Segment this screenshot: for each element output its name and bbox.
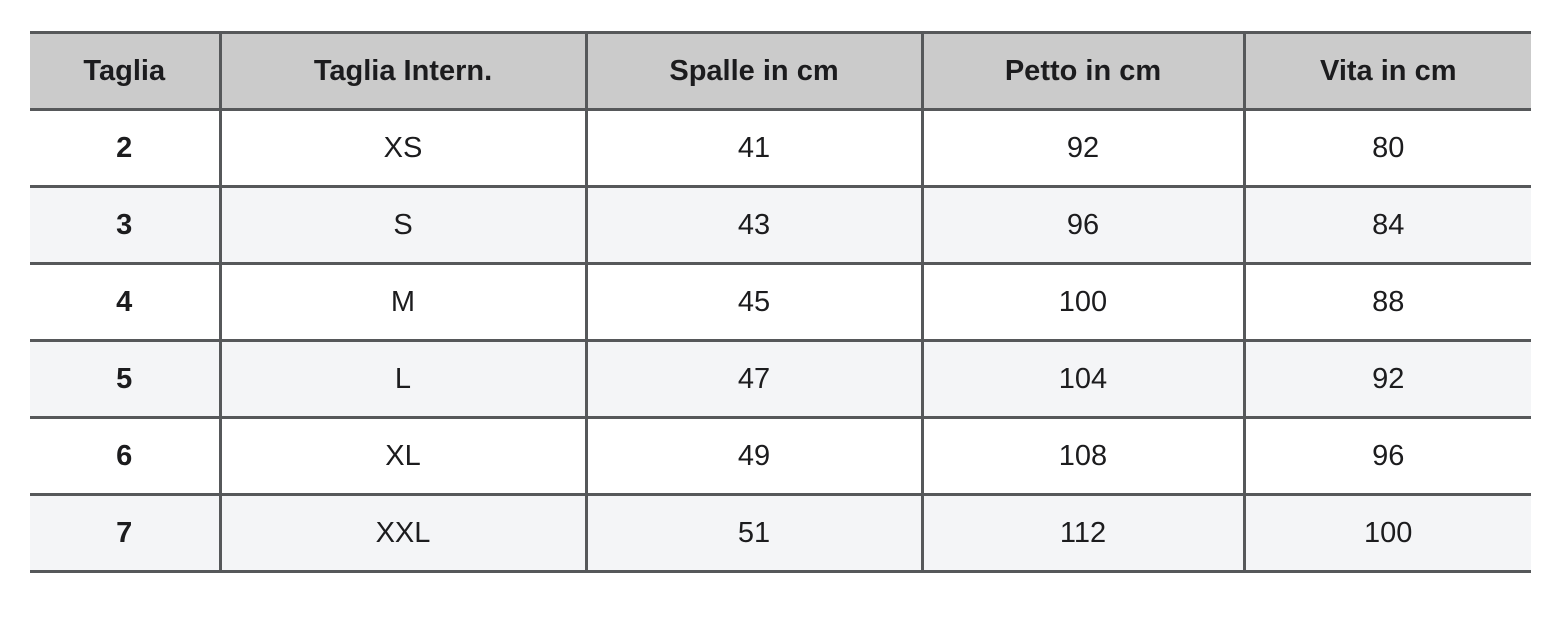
table-cell-vita: 100 [1244,495,1531,572]
table-cell-spalle: 45 [586,264,922,341]
table-cell-vita: 96 [1244,418,1531,495]
table-cell-petto: 92 [922,110,1244,187]
table-cell-taglia: 2 [30,110,220,187]
header-cell-taglia: Taglia [30,33,220,110]
table-cell-taglia-intern: M [220,264,586,341]
header-row [30,33,1531,110]
table-row [30,187,1531,264]
table-cell-petto: 104 [922,341,1244,418]
table-cell-vita: 88 [1244,264,1531,341]
table-cell-taglia-intern: S [220,187,586,264]
header-cell-spalle: Spalle in cm [586,33,922,110]
table-cell-spalle: 49 [586,418,922,495]
table-row [30,264,1531,341]
table-cell-taglia-intern: L [220,341,586,418]
table-row [30,418,1531,495]
table-cell-vita: 80 [1244,110,1531,187]
table-cell-taglia: 4 [30,264,220,341]
table-cell-taglia-intern: XXL [220,495,586,572]
table-row [30,495,1531,572]
table-cell-taglia: 6 [30,418,220,495]
header-cell-taglia-intern: Taglia Intern. [220,33,586,110]
table-cell-vita: 92 [1244,341,1531,418]
table-cell-taglia: 5 [30,341,220,418]
table-row [30,341,1531,418]
table-cell-spalle: 47 [586,341,922,418]
table-cell-taglia: 3 [30,187,220,264]
header-cell-petto: Petto in cm [922,33,1244,110]
table-cell-petto: 112 [922,495,1244,572]
size-chart-table [30,31,1531,573]
table-header [30,33,1531,110]
table-cell-taglia-intern: XL [220,418,586,495]
table-cell-petto: 96 [922,187,1244,264]
table-cell-taglia-intern: XS [220,110,586,187]
header-cell-vita: Vita in cm [1244,33,1531,110]
table-cell-spalle: 51 [586,495,922,572]
table-cell-spalle: 43 [586,187,922,264]
table-row [30,110,1531,187]
table-cell-spalle: 41 [586,110,922,187]
table-cell-vita: 84 [1244,187,1531,264]
table-cell-petto: 100 [922,264,1244,341]
table-body [30,110,1531,572]
table-cell-petto: 108 [922,418,1244,495]
table-cell-taglia: 7 [30,495,220,572]
